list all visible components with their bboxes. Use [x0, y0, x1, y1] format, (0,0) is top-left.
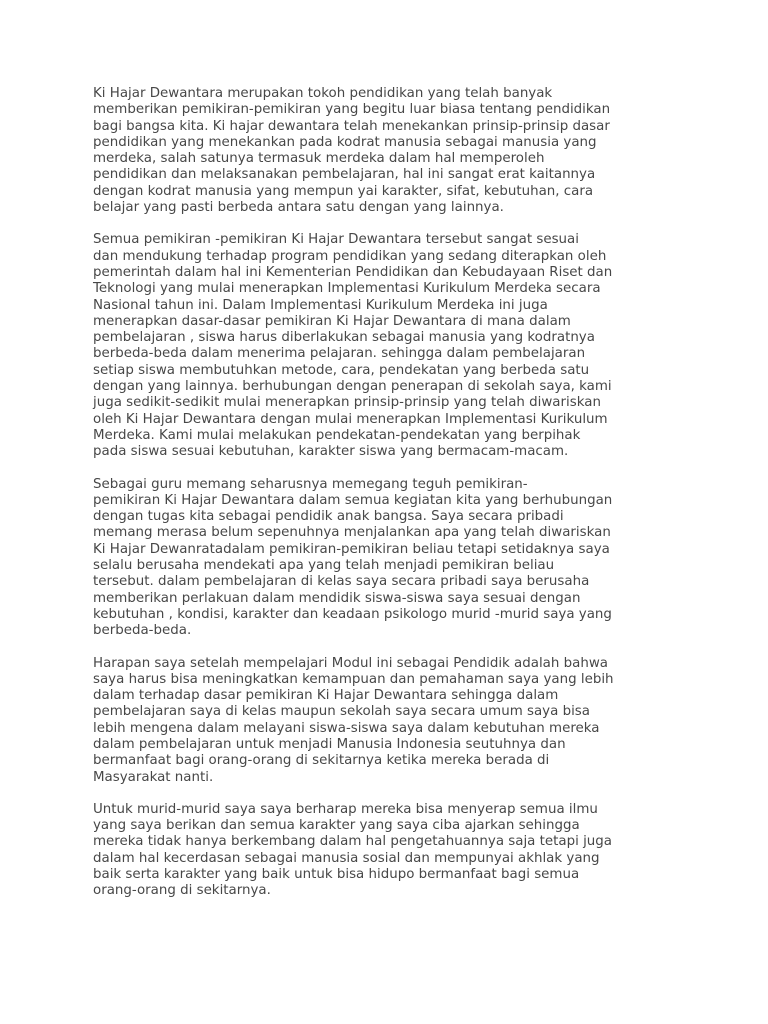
document-body: [93, 86, 683, 916]
paragraph-3: Sebagai guru memang seharusnya memegang teguh pemikiran- pemikiran Ki Hajar Dewantara dalam semua kegiatan kita yang berhubungan dengan tugas kita sebagai pendidik anak bangsa. Saya secara pribadi memang merasa belum sepenuhnya menjalankan apa yang telah diwariskan Ki Hajar Dewanratadalam pemikiran-pemikiran beliau tetapi setidaknya saya selalu berusaha mendekati apa yang telah menjadi pemikiran beliau tersebut. dalam pembelajaran di kelas saya secara pribadi saya berusaha memberikan perlakuan dalam mendidik siswa-siswa saya sesuai dengan kebutuhan , kondisi, karakter dan keadaan psikologo murid -murid saya yang berbeda-beda.: [93, 476, 613, 639]
paragraph-5: Untuk murid-murid saya saya berharap mereka bisa menyerap semua ilmu yang saya berikan dan semua karakter yang saya ciba ajarkan sehingga mereka tidak hanya berkembang dalam hal pengetahuannya saja tetapi juga dalam hal kecerdasan sebagai manusia sosial dan mempunyai akhlak yang baik serta karakter yang baik untuk bisa hidupo bermanfaat bagi semua orang-orang di sekitarnya.: [93, 801, 612, 899]
paragraph-4: Harapan saya setelah mempelajari Modul ini sebagai Pendidik adalah bahwa saya harus bisa meningkatkan kemampuan dan pemahaman saya yang lebih dalam terhadap dasar pemikiran Ki Hajar Dewantara sehingga dalam pembelajaran saya di kelas maupun sekolah saya secara umum saya bisa lebih mengena dalam melayani siswa-siswa saya dalam kebutuhan mereka dalam pembelajaran untuk menjadi Manusia Indonesia seutuhnya dan bermanfaat bagi orang-orang di sekitarnya ketika mereka berada di Masyarakat nanti.: [93, 655, 614, 785]
paragraph-2: Semua pemikiran -pemikiran Ki Hajar Dewantara tersebut sangat sesuai dan mendukung terhadap program pendidikan yang sedang diterapkan oleh pemerintah dalam hal ini Kementerian Pendidikan dan Kebudayaan Riset dan Teknologi yang mulai menerapkan Implementasi Kurikulum Merdeka secara Nasional tahun ini. Dalam Implementasi Kurikulum Merdeka ini juga menerapkan dasar-dasar pemikiran Ki Hajar Dewantara di mana dalam pembelajaran , siswa harus diberlakukan sebagai manusia yang kodratnya berbeda-beda dalam menerima pelajaran. sehingga dalam pembelajaran setiap siswa membutuhkan metode, cara, pendekatan yang berbeda satu dengan yang lainnya. berhubungan dengan penerapan di sekolah saya, kami juga sedikit-sedikit mulai menerapkan prinsip-prinsip yang telah diwariskan oleh Ki Hajar Dewantara dengan mulai menerapkan Implementasi Kurikulum Merdeka. Kami mulai melakukan pendekatan-pendekatan yang berpihak pada siswa sesuai kebutuhan, karakter siswa yang bermacam-macam.: [93, 232, 613, 460]
paragraph-1: Ki Hajar Dewantara merupakan tokoh pendidikan yang telah banyak memberikan pemikiran-pemikiran yang begitu luar biasa tentang pendidikan bagi bangsa kita. Ki hajar dewantara telah menekankan prinsip-prinsip dasar pendidikan yang menekankan pada kodrat manusia sebagai manusia yang merdeka, salah satunya termasuk merdeka dalam hal memperoleh pendidikan dan melaksanakan pembelajaran, hal ini sangat erat kaitannya dengan kodrat manusia yang mempun yai karakter, sifat, kebutuhan, cara belajar yang pasti berbeda antara satu dengan yang lainnya.: [93, 86, 611, 216]
